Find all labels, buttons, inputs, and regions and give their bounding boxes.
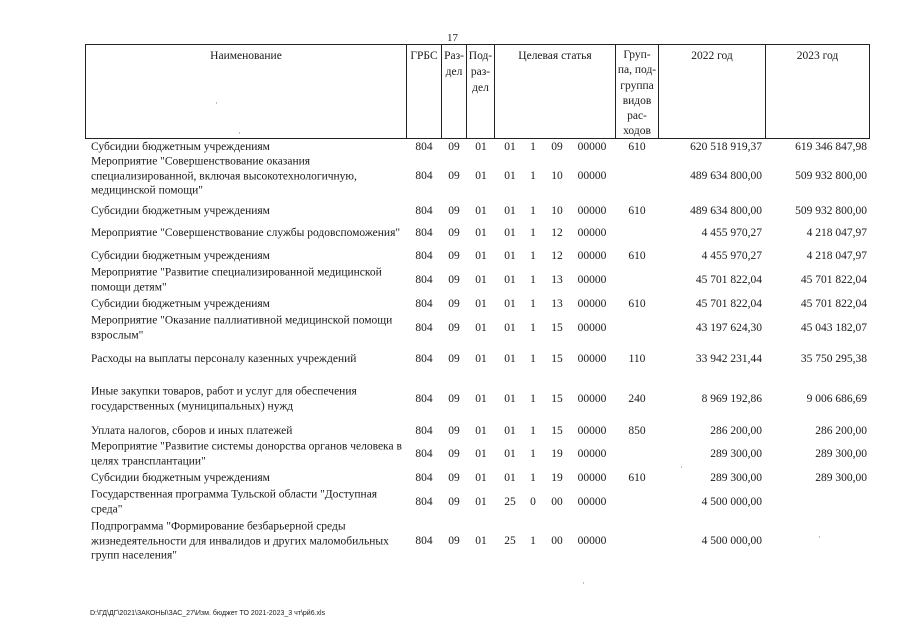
row-target-subprogram: 1	[530, 393, 536, 405]
row-group: 110	[628, 353, 646, 365]
row-value-2023: 289 300,00	[815, 472, 867, 484]
page-number: 17	[447, 32, 458, 44]
row-target-subprogram: 1	[530, 227, 536, 239]
row-value-2023: 4 218 047,97	[806, 250, 867, 262]
header-2022-label: 2022 год	[691, 50, 733, 62]
header-razdel-l1: Раз-	[444, 50, 464, 62]
row-podrazdel: 01	[475, 353, 487, 365]
row-grbs: 804	[415, 425, 433, 437]
table-row	[0, 471, 905, 485]
row-value-2022: 289 300,00	[710, 472, 762, 484]
row-name: Государственная программа Тульской области "Доступная среда"	[91, 488, 378, 515]
row-name: Уплата налогов, сборов и иных платежей	[91, 424, 293, 437]
row-grbs: 804	[415, 496, 433, 508]
header-group-l6: ходов	[623, 125, 651, 138]
row-target-event: 00	[551, 535, 563, 547]
row-value-2022: 489 634 800,00	[690, 205, 762, 217]
row-name: Мероприятие "Совершенствование службы родовспоможения"	[91, 226, 401, 239]
table-row	[0, 516, 905, 566]
row-value-2023: 509 932 800,00	[795, 205, 867, 217]
scan-speck: ·	[215, 98, 218, 108]
row-target-direction: 00000	[577, 448, 607, 460]
header-grbs	[406, 44, 442, 139]
row-target-direction: 00000	[577, 170, 607, 182]
row-target-direction: 00000	[577, 393, 607, 405]
row-target-direction: 00000	[577, 496, 607, 508]
row-podrazdel: 01	[475, 205, 487, 217]
row-podrazdel: 01	[475, 496, 487, 508]
header-grbs-label: ГРБС	[410, 50, 438, 62]
row-razdel: 09	[448, 353, 460, 365]
row-grbs: 804	[415, 205, 433, 217]
row-value-2023: 9 006 686,69	[806, 393, 867, 405]
row-group: 610	[628, 205, 646, 217]
row-grbs: 804	[415, 535, 433, 547]
row-group: 610	[628, 298, 646, 310]
row-razdel: 09	[448, 393, 460, 405]
row-target-program: 01	[504, 425, 516, 437]
row-value-2023: 509 932 800,00	[795, 170, 867, 182]
row-value-2023: 45 701 822,04	[800, 298, 867, 310]
row-value-2023: 45 043 182,07	[800, 322, 867, 334]
row-value-2022: 43 197 624,30	[695, 322, 762, 334]
row-podrazdel: 01	[475, 535, 487, 547]
row-target-program: 01	[504, 170, 516, 182]
scan-speck: ·	[238, 128, 241, 138]
row-value-2022: 289 300,00	[710, 448, 762, 460]
row-razdel: 09	[448, 496, 460, 508]
row-target-program: 01	[504, 274, 516, 286]
row-name: Иные закупки товаров, работ и услуг для обеспечения государственных (муниципальных) нужд	[91, 385, 357, 412]
row-razdel: 09	[448, 170, 460, 182]
row-target-program: 01	[504, 227, 516, 239]
header-podrazdel-l2: раз-	[470, 66, 491, 78]
row-group: 610	[628, 141, 646, 153]
row-target-direction: 00000	[577, 472, 607, 484]
row-target-program: 01	[504, 472, 516, 484]
row-podrazdel: 01	[475, 274, 487, 286]
row-value-2022: 4 500 000,00	[701, 496, 762, 508]
row-grbs: 804	[415, 393, 433, 405]
row-grbs: 804	[415, 274, 433, 286]
row-grbs: 804	[415, 170, 433, 182]
row-target-direction: 00000	[577, 141, 607, 153]
row-target-event: 13	[551, 298, 563, 310]
row-podrazdel: 01	[475, 448, 487, 460]
row-razdel: 09	[448, 298, 460, 310]
row-razdel: 09	[448, 535, 460, 547]
row-target-event: 19	[551, 472, 563, 484]
row-razdel: 09	[448, 227, 460, 239]
table-row	[0, 440, 905, 468]
row-podrazdel: 01	[475, 322, 487, 334]
row-target-direction: 00000	[577, 425, 607, 437]
table-row	[0, 266, 905, 294]
row-target-subprogram: 1	[530, 425, 536, 437]
row-razdel: 09	[448, 322, 460, 334]
row-target-program: 25	[504, 535, 516, 547]
row-target-subprogram: 1	[530, 170, 536, 182]
row-target-subprogram: 1	[530, 322, 536, 334]
row-target-event: 13	[551, 274, 563, 286]
row-group: 610	[628, 472, 646, 484]
row-target-subprogram: 1	[530, 274, 536, 286]
row-grbs: 804	[415, 141, 433, 153]
row-name: Мероприятие "Оказание паллиативной медицинской помощи взрослым"	[91, 314, 393, 341]
row-target-program: 01	[504, 322, 516, 334]
row-target-program: 01	[504, 141, 516, 153]
table-row	[0, 154, 905, 198]
row-target-event: 15	[551, 353, 563, 365]
header-name	[85, 44, 407, 139]
header-target	[494, 44, 616, 139]
row-target-subprogram: 1	[530, 353, 536, 365]
row-target-program: 25	[504, 496, 516, 508]
header-group-l5: рас-	[627, 110, 647, 123]
header-razdel-l2: дел	[445, 66, 463, 78]
row-target-event: 19	[551, 448, 563, 460]
row-grbs: 804	[415, 298, 433, 310]
row-podrazdel: 01	[475, 250, 487, 262]
row-razdel: 09	[448, 250, 460, 262]
row-target-subprogram: 1	[530, 141, 536, 153]
row-podrazdel: 01	[475, 472, 487, 484]
row-grbs: 804	[415, 448, 433, 460]
row-target-event: 09	[551, 141, 563, 153]
row-grbs: 804	[415, 250, 433, 262]
row-grbs: 804	[415, 322, 433, 334]
row-value-2022: 489 634 800,00	[690, 170, 762, 182]
row-value-2022: 45 701 822,04	[695, 298, 762, 310]
row-value-2023: 286 200,00	[815, 425, 867, 437]
row-target-event: 15	[551, 322, 563, 334]
row-grbs: 804	[415, 227, 433, 239]
table-row	[0, 249, 905, 263]
header-2023-label: 2023 год	[796, 50, 839, 62]
table-row	[0, 314, 905, 342]
row-value-2022: 8 969 192,86	[701, 393, 762, 405]
row-target-direction: 00000	[577, 322, 607, 334]
row-grbs: 804	[415, 353, 433, 365]
row-razdel: 09	[448, 205, 460, 217]
row-name: Мероприятие "Совершенствование оказания специализированной, включая высокотехнологичную, медицинской помощи"	[91, 155, 357, 197]
row-target-program: 01	[504, 393, 516, 405]
row-podrazdel: 01	[475, 298, 487, 310]
row-name: Субсидии бюджетным учреждениям	[91, 297, 270, 310]
row-value-2023: 4 218 047,97	[806, 227, 867, 239]
row-value-2023: 45 701 822,04	[800, 274, 867, 286]
row-target-subprogram: 0	[530, 496, 536, 508]
row-target-direction: 00000	[577, 227, 607, 239]
scan-speck: ·	[818, 532, 821, 542]
row-target-program: 01	[504, 250, 516, 262]
header-2022	[658, 44, 766, 139]
row-name: Субсидии бюджетным учреждениям	[91, 471, 270, 484]
row-value-2023: 289 300,00	[815, 448, 867, 460]
row-podrazdel: 01	[475, 393, 487, 405]
row-target-subprogram: 1	[530, 205, 536, 217]
table-row	[0, 140, 905, 154]
row-target-direction: 00000	[577, 274, 607, 286]
row-razdel: 09	[448, 448, 460, 460]
table-row	[0, 297, 905, 311]
file-path-footer: D:\ГД\ДГ\2021\ЗАКОНЫ\ЗАС_27\Изм. бюджет ТО 2021-2023_3 чт\рй6.xls	[90, 610, 326, 617]
row-target-subprogram: 1	[530, 535, 536, 547]
row-target-program: 01	[504, 448, 516, 460]
row-value-2022: 286 200,00	[710, 425, 762, 437]
table-row	[0, 378, 905, 420]
row-target-event: 12	[551, 227, 563, 239]
header-podrazdel-l3: дел	[472, 82, 489, 94]
row-podrazdel: 01	[475, 170, 487, 182]
row-podrazdel: 01	[475, 141, 487, 153]
header-target-label: Целевая статья	[518, 50, 592, 62]
row-razdel: 09	[448, 472, 460, 484]
row-group: 240	[628, 393, 646, 405]
row-target-event: 10	[551, 205, 563, 217]
scan-speck: ·	[582, 578, 585, 588]
header-razdel	[441, 44, 467, 139]
header-group-l2: па, под-	[617, 64, 657, 77]
row-podrazdel: 01	[475, 425, 487, 437]
row-name: Мероприятие "Развитие системы донорства органов человека в целях трансплантации"	[91, 440, 402, 467]
header-group-l1: Груп-	[623, 49, 651, 61]
row-razdel: 09	[448, 274, 460, 286]
table-row	[0, 424, 905, 438]
row-razdel: 09	[448, 425, 460, 437]
row-value-2023: 35 750 295,38	[800, 353, 867, 365]
header-podrazdel	[466, 44, 495, 139]
row-target-direction: 00000	[577, 535, 607, 547]
table-row	[0, 219, 905, 247]
header-name-label: Наименование	[210, 50, 282, 62]
header-group	[615, 44, 659, 139]
table-row	[0, 204, 905, 218]
row-name: Субсидии бюджетным учреждениям	[91, 249, 270, 262]
row-podrazdel: 01	[475, 227, 487, 239]
row-value-2022: 4 455 970,27	[701, 227, 762, 239]
row-name: Субсидии бюджетным учреждениям	[91, 204, 270, 217]
row-value-2022: 4 455 970,27	[701, 250, 762, 262]
row-target-direction: 00000	[577, 205, 607, 217]
header-2023	[765, 44, 870, 139]
header-podrazdel-l1: Под-	[468, 50, 493, 62]
row-target-event: 00	[551, 496, 563, 508]
row-target-direction: 00000	[577, 298, 607, 310]
row-target-event: 12	[551, 250, 563, 262]
row-value-2022: 45 701 822,04	[695, 274, 762, 286]
table-row	[0, 344, 905, 374]
header-group-l4: видов	[622, 94, 652, 107]
row-target-event: 15	[551, 425, 563, 437]
row-target-program: 01	[504, 298, 516, 310]
row-value-2022: 620 518 919,37	[690, 141, 762, 153]
row-name: Мероприятие "Развитие специализированной медицинской помощи детям"	[91, 266, 382, 293]
row-group: 610	[628, 250, 646, 262]
row-target-program: 01	[504, 353, 516, 365]
row-target-subprogram: 1	[530, 298, 536, 310]
row-target-subprogram: 1	[530, 250, 536, 262]
row-target-direction: 00000	[577, 353, 607, 365]
row-target-subprogram: 1	[530, 472, 536, 484]
table-row	[0, 487, 905, 517]
row-target-program: 01	[504, 205, 516, 217]
row-target-event: 15	[551, 393, 563, 405]
header-group-l3: группа	[620, 79, 654, 92]
row-target-event: 10	[551, 170, 563, 182]
row-group: 850	[628, 425, 646, 437]
row-target-subprogram: 1	[530, 448, 536, 460]
row-value-2022: 33 942 231,44	[695, 353, 762, 365]
row-target-direction: 00000	[577, 250, 607, 262]
scan-speck: ·	[680, 462, 683, 472]
row-razdel: 09	[448, 141, 460, 153]
row-name: Субсидии бюджетным учреждениям	[91, 140, 270, 153]
row-grbs: 804	[415, 472, 433, 484]
row-value-2022: 4 500 000,00	[701, 535, 762, 547]
row-name: Расходы на выплаты персоналу казенных учреждений	[91, 352, 357, 365]
row-value-2023: 619 346 847,98	[795, 141, 867, 153]
row-name: Подпрограмма "Формирование безбарьерной среды жизнедеятельности для инвалидов и других маломобильных групп населения"	[91, 520, 389, 562]
